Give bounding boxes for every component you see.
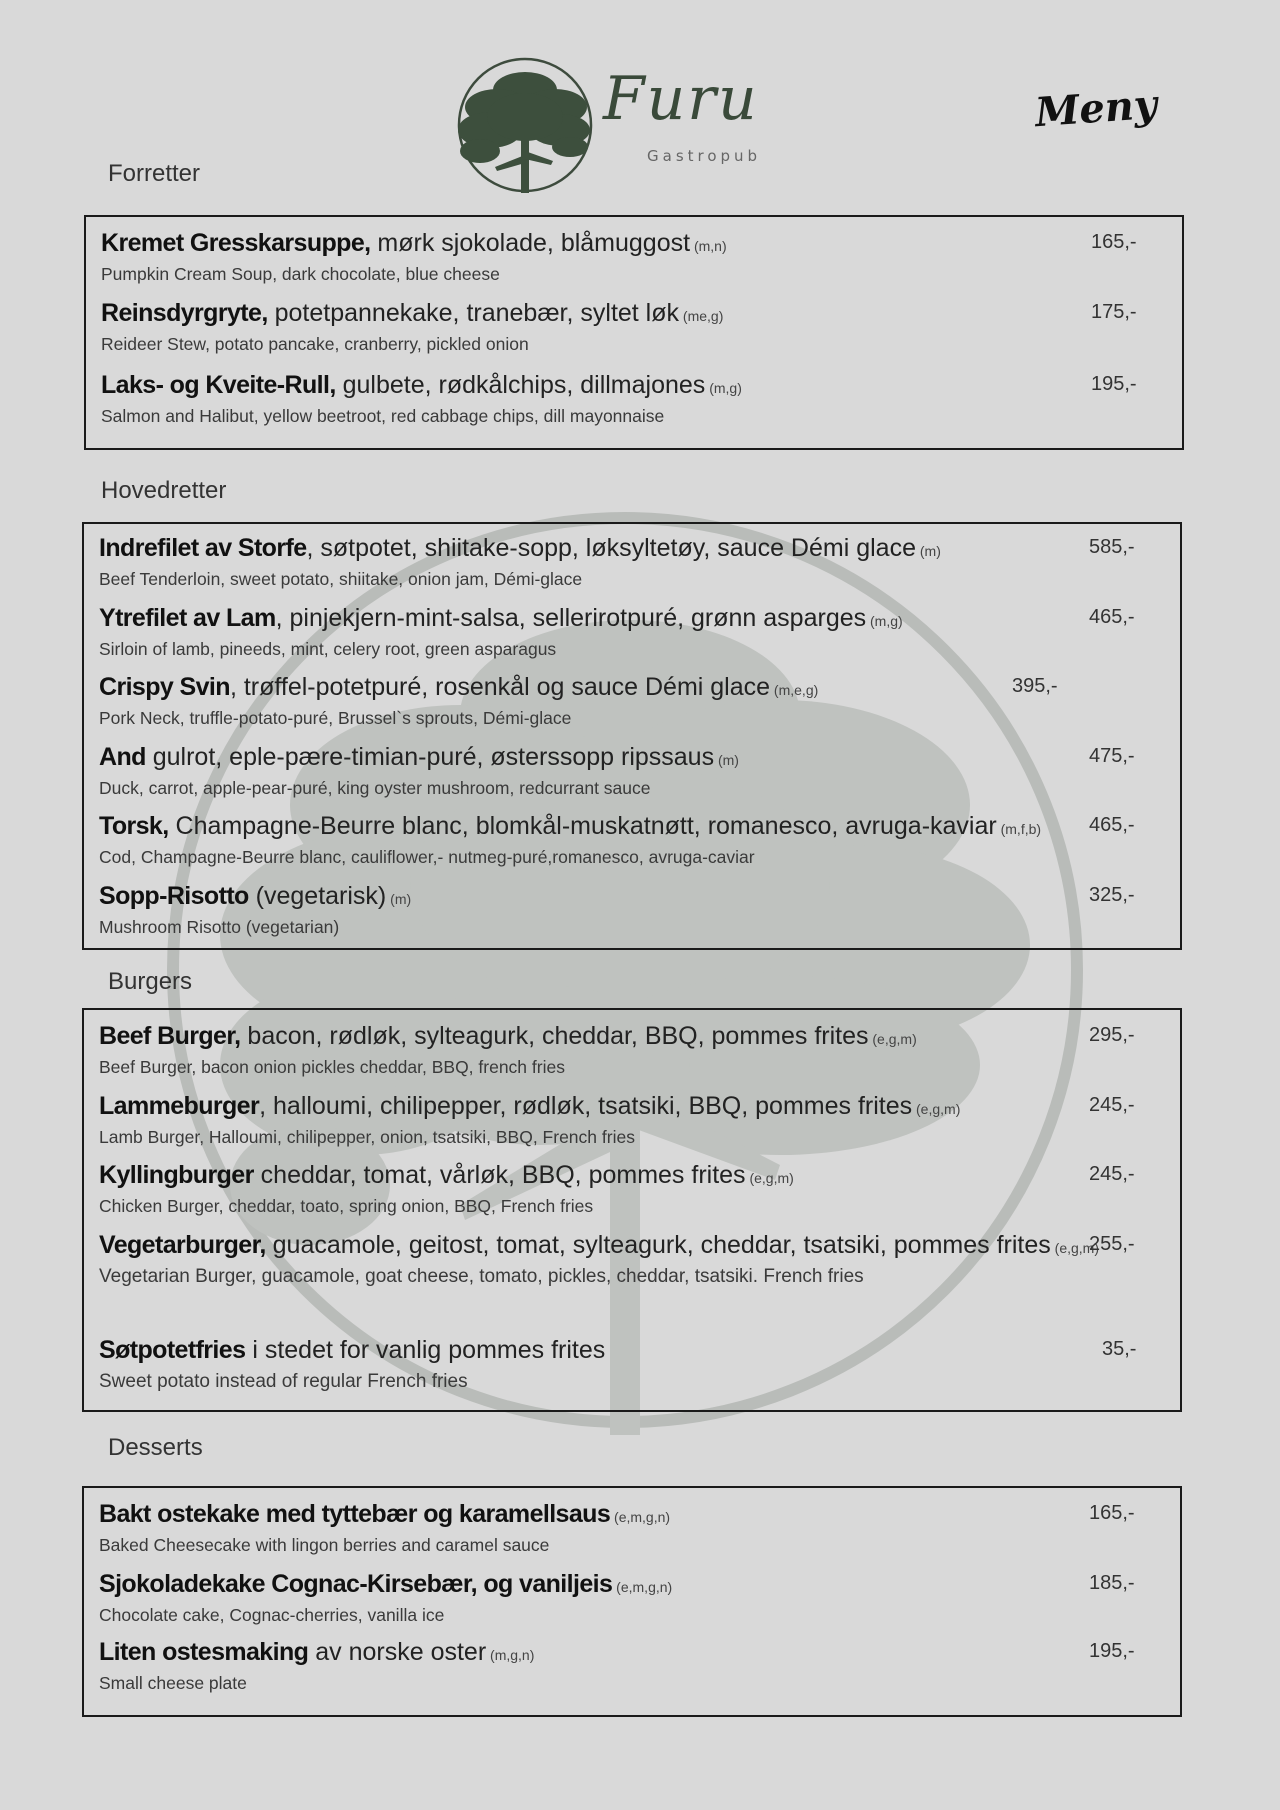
price: 245,- [1089,1094,1135,1116]
dish-english: Vegetarian Burger, guacamole, goat cheese, tomato, pickles, cheddar, tsatsiki. French fries [99,1266,864,1287]
dish-desc: , halloumi, chilipepper, rødløk, tsatsiki, BBQ, pommes frites [259,1092,913,1120]
dish-english: Reideer Stew, potato pancake, cranberry, pickled onion [101,334,529,354]
dish-english: Baked Cheesecake with lingon berries and caramel sauce [99,1535,550,1555]
allergens: (m,n) [690,238,727,254]
desserts-box [82,1486,1182,1717]
allergens: (e,g,m) [912,1101,961,1117]
dish-name: Crispy Svin [99,673,230,701]
menu-item [101,229,1142,285]
price: 175,- [1091,301,1137,323]
menu-item [99,1336,1140,1393]
price: 395,- [1012,675,1058,697]
dish-name: And [99,743,146,771]
dish-name: Sjokoladekake Cognac-Kirsebær, og vaniljeis [99,1570,613,1598]
allergens: (m) [386,891,412,907]
dish-name: Lammeburger [99,1092,260,1120]
menu-item [99,673,1140,729]
menu-label: Meny [1033,80,1159,137]
dish-name: Kyllingburger [99,1161,254,1189]
dish-name: Sopp-Risotto [99,882,249,910]
dish-desc: cheddar, tomat, vårløk, BBQ, pommes frites [253,1161,746,1189]
dish-desc: bacon, rødløk, sylteagurk, cheddar, BBQ, pommes frites [240,1022,869,1050]
allergens: (e,m,g,n) [610,1509,671,1525]
price: 165,- [1089,1502,1135,1524]
section-title-starters: Forretter [108,160,201,187]
price: 245,- [1089,1163,1135,1185]
dish-desc: Champagne-Beurre blanc, blomkål-muskatnøtt, romanesco, avruga-kaviar [168,812,997,840]
allergens: (m,g) [866,613,903,629]
price: 465,- [1089,814,1135,836]
menu-item [99,1231,1140,1288]
menu-item [99,1161,1140,1217]
dish-english: Beef Burger, bacon onion pickles cheddar, BBQ, french fries [99,1057,565,1077]
dish-desc: , søtpotet, shiitake-sopp, løksyltetøy, sauce Démi glace [306,534,916,562]
dish-name: Søtpotetfries [99,1336,246,1364]
price: 255,- [1089,1233,1135,1255]
mains-box [82,522,1182,950]
menu-item [101,299,1142,355]
dish-desc: guacamole, geitost, tomat, sylteagurk, cheddar, tsatsiki, pommes frites [265,1231,1051,1259]
dish-english: Cod, Champagne-Beurre blanc, cauliflower,- nutmeg-puré,romanesco, avruga-caviar [99,847,755,867]
brand-name: Furu [603,64,759,134]
dish-english: Chocolate cake, Cognac-cherries, vanilla ice [99,1605,445,1625]
allergens: (m) [714,752,739,768]
allergens: (m,g,n) [486,1647,535,1663]
allergens: (m,e,g) [770,682,819,698]
tree-logo-icon [455,55,595,195]
dish-name: Ytrefilet av Lam [99,604,276,632]
menu-item [99,882,1140,938]
price: 325,- [1089,884,1135,906]
dish-name: Indrefilet av Storfe [99,534,307,562]
menu-item [99,1638,1140,1694]
price: 465,- [1089,606,1135,628]
dish-desc: gulrot, eple-pære-timian-puré, østerssopp ripssaus [145,743,715,771]
burgers-box [82,1008,1182,1412]
dish-english: Duck, carrot, apple-pear-puré, king oyster mushroom, redcurrant sauce [99,778,651,798]
menu-item [99,743,1140,799]
dish-desc: , pinjekjern-mint-salsa, sellerirotpuré, grønn asparges [275,604,867,632]
logo [455,55,795,195]
allergens: (m,g) [705,380,742,396]
dish-desc: (vegetarisk) [248,882,387,910]
section-title-desserts: Desserts [108,1434,203,1461]
menu-item [99,604,1140,660]
dish-english: Chicken Burger, cheddar, toato, spring onion, BBQ, French fries [99,1196,594,1216]
allergens: (e,m,g,n) [612,1579,673,1595]
dish-desc: mørk sjokolade, blåmuggost [370,229,691,257]
dish-name: Beef Burger, [99,1022,241,1050]
dish-name: Bakt ostekake med tyttebær og karamellsaus [99,1500,611,1528]
dish-english: Sirloin of lamb, pineeds, mint, celery root, green asparagus [99,639,557,659]
dish-english: Lamb Burger, Halloumi, chilipepper, onion, tsatsiki, BBQ, French fries [99,1127,635,1147]
dish-name: Reinsdyrgryte, [101,299,268,327]
menu-item [99,534,1140,590]
price: 195,- [1091,373,1137,395]
allergens: (me,g) [679,308,724,324]
dish-name: Torsk, [99,812,169,840]
dish-english: Salmon and Halibut, yellow beetroot, red cabbage chips, dill mayonnaise [101,406,665,426]
brand-subtitle: Gastropub [647,147,762,165]
price: 165,- [1091,231,1137,253]
menu-item [99,812,1140,868]
dish-english: Pumpkin Cream Soup, dark chocolate, blue cheese [101,264,500,284]
dish-desc: av norske oster [308,1638,487,1666]
dish-desc: i stedet for vanlig pommes frites [245,1336,606,1364]
allergens: (e,g,m) [745,1170,794,1186]
dish-name: Laks- og Kveite-Rull, [101,371,336,399]
section-title-mains: Hovedretter [101,477,227,504]
menu-item [101,371,1142,427]
allergens: (m) [916,543,941,559]
price: 585,- [1089,536,1135,558]
dish-english: Beef Tenderloin, sweet potato, shiitake, onion jam, Démi-glace [99,569,583,589]
dish-name: Kremet Gresskarsuppe, [101,229,371,257]
dish-name: Liten ostesmaking [99,1638,309,1666]
allergens: (e,g,m) [868,1031,917,1047]
dish-desc: gulbete, rødkålchips, dillmajones [335,371,706,399]
price: 195,- [1089,1640,1135,1662]
menu-item [99,1500,1140,1556]
dish-english: Mushroom Risotto (vegetarian) [99,917,340,937]
dish-desc: , trøffel-potetpuré, rosenkål og sauce Démi glace [229,673,771,701]
price: 185,- [1089,1572,1135,1594]
price: 35,- [1102,1338,1137,1360]
menu-item [99,1022,1140,1078]
price: 475,- [1089,745,1135,767]
starters-box [84,215,1184,450]
price: 295,- [1089,1024,1135,1046]
dish-english: Small cheese plate [99,1673,247,1693]
allergens: (e,g,m) [1050,1240,1099,1256]
menu-item [99,1092,1140,1148]
dish-desc: potetpannekake, tranebær, syltet løk [267,299,680,327]
allergens: (m,f,b) [996,821,1042,837]
section-title-burgers: Burgers [108,968,193,995]
dish-english: Sweet potato instead of regular French fries [99,1371,468,1392]
dish-english: Pork Neck, truffle-potato-puré, Brussel`s sprouts, Démi-glace [99,708,572,728]
dish-name: Vegetarburger, [99,1231,266,1259]
menu-item [99,1570,1140,1626]
